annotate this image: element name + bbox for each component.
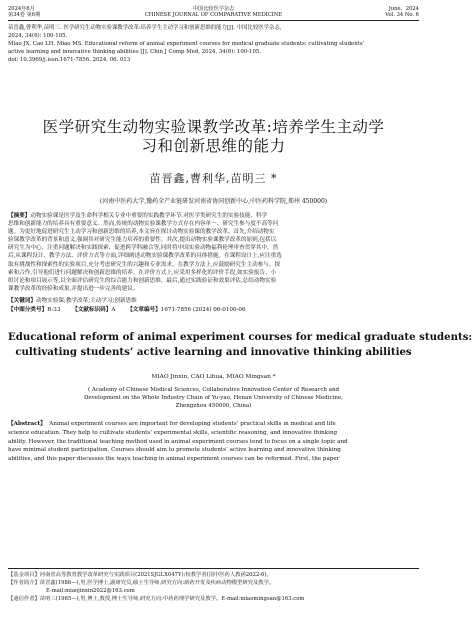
abstract-en-line: science education. They help to cultivate students’ experimental skills, scientific reasoning, and innovative thinking	[8, 429, 338, 436]
article-id-value: 1671-7856 (2024) 06-0100-06	[160, 307, 246, 313]
abstract-cn-line: 思维和创新能力的培养具有重要意义。然而,传统的动物实验课教学方式存在内容单一、研究生参与度不高等问	[8, 221, 279, 228]
classification-line	[8, 306, 246, 314]
citation-en-1: Miao JX, Cao LH, Miao MS. Educational reform of animal experiment courses for medical graduate students: cultivating students’	[8, 41, 365, 47]
title-en-line2: cultivating students’ active learning and innovative thinking abilities	[15, 345, 412, 358]
title-en-line1: Educational reform of animal experiment courses for medical graduate students:	[8, 331, 472, 343]
title-en	[8, 330, 472, 359]
abstract-cn-line: 研究生为中心、注重问题解决和实践探索、促进跨学科融合等,同时将中国实验动物福利伦理审查贯穿其中。然	[8, 245, 279, 252]
title-cn	[8, 118, 419, 156]
footnote-funding: 【基金项目】河南省高等教育教学改革研究与实践项目(2021SJGLX047Y);校教学者(国中医药人教函2022-6)。	[8, 572, 272, 578]
article-id-label: 【文章编号】	[127, 307, 161, 313]
affiliation-cn: (河南中医药大学,豫药全产业链研发河南省协同创新中心,中医药科学院,郑州 450000)	[99, 198, 328, 205]
abstract-cn-line: 取有挑战性和探索性的实验项目,充分考虑研究生的兴趣和专业需求。在教学方法上,应鼓励研究生主动参与、探	[8, 261, 281, 268]
keywords-text: 动物实验课;教学改革;主动学习;创新思维	[35, 298, 137, 304]
doc-code-label: 【文献标识码】	[72, 307, 112, 313]
abstract-cn	[8, 212, 419, 293]
header-volume-en: Vol. 34 No. 6	[385, 12, 419, 18]
citation-block	[8, 24, 419, 64]
abstract-en-line: ability. However, the traditional teaching method used in animal experiment courses tend to focus on a single topic and	[8, 438, 348, 445]
affiliation-en-line: Development on the Whole Industry Chain of Yu-yao, Henan University of Chinese Medicine,	[84, 395, 343, 402]
affiliation-en-line: Zhengzhou 450000, China)	[175, 403, 252, 410]
header-date-en: June，2024	[388, 6, 419, 12]
abstract-cn-line: 索和合作,引导他们进行问题解决和创新思维的培养。在评价方式上,应采用多样化的评价手段,如实验报告、小	[8, 269, 277, 276]
authors-en: MIAO Jinxin, CAO Lihua, MIAO Mingsan *	[151, 374, 276, 380]
abstract-cn-line: 动物实验课是医学及生命科学相关专业中重要的实践教学环节,对医学类研究生的实验技能、科学	[30, 213, 268, 219]
doc-code-value: A	[111, 307, 116, 313]
affiliation-en-line: ( Academy of Chinese Medical Sciences, Collaborative Innovation Center of Research and	[87, 387, 340, 393]
abstract-en	[8, 420, 419, 464]
abstract-en-line: Animal experiment courses are important for developing students’ practical skills in medical and life	[49, 421, 336, 427]
citation-cn: 苗晋鑫,曹利华,苗明三. 医学研究生动物实验课教学改革:培养学生主动学习和创新思维的能力[J]. 中国比较医学杂志,	[8, 25, 282, 31]
doi: doi: 10.3969/j.issn.1671-7856. 2024. 06. 013	[8, 57, 131, 63]
header-date: 2024年6月	[8, 6, 35, 12]
clc-value: R-33	[47, 307, 61, 313]
title-cn-line1: 医学研究生动物实验课教学改革:培养学生主动学	[42, 118, 385, 136]
footnote-rule	[8, 568, 419, 569]
abstract-cn-line: 课教学改革的经验和成果,并提出进一步完善的建议。	[8, 285, 139, 292]
title-cn-line2: 习和创新思维的能力	[141, 137, 286, 155]
footnote-author: 【作者简介】苗晋鑫(1986—),男,医学博士,副研究员,硕士生导师,研究方向:新药开发及疾病动物模型研究及教学。	[8, 580, 275, 587]
affiliation-en	[8, 386, 419, 411]
citation-en-2: active learning and innovative thinking abilities [J]. Chin J Comp Med, 2024, 34(6): 100-105.	[8, 49, 262, 55]
abstract-cn-line: 验课教学改革的背景和意义,强调其对研究生能力培养的重要性。其次,提出动物实验课教学改革的原则,包括以	[8, 237, 277, 244]
journal-name-en: CHINESE JOURNAL OF COMPARATIVE MEDICINE	[144, 12, 283, 18]
abstract-en-label: 【Abstract】	[8, 421, 46, 427]
abstract-en-line: have minimal student participation. Courses should aim to promote students’ active learning and innovative thinking	[8, 447, 341, 454]
clc-label: 【中图分类号】	[8, 307, 48, 313]
footnotes	[8, 571, 419, 603]
abstract-cn-line: 后,从课程设计、教学方法、评价方式等方面,详细阐述动物实验课教学改革的具体措施。在课程设计上,应注重选	[8, 253, 282, 260]
header-left	[8, 6, 40, 18]
keywords-label: 【关键词】	[8, 298, 36, 304]
abstract-cn-line: 组讨论和项目展示等,以全面评估研究生的综合能力和创新思维。最后,通过实践验证和效果评估,总结动物实验	[8, 277, 277, 284]
keywords-cn	[8, 297, 137, 305]
header-right	[385, 6, 419, 18]
footnote-email: E-mail:miaojinxin2022@163.com	[46, 588, 135, 595]
authors-cn: 苗晋鑫,曹利华,苗明三 *	[149, 172, 278, 185]
footnote-corresponding: 【通信作者】苗明三(1965—),男,博士,教授,博士生导师,研究方向:中药药理学研究及教学。E-mail:miaomingsan@163.com	[8, 596, 305, 603]
abstract-en-line: abilities, and this paper discusses the ways teaching in animal experiment courses can be reformed. First, the paper	[8, 456, 340, 463]
abstract-cn-label: 【摘要】	[8, 213, 31, 219]
header-volume: 第34卷 第6期	[8, 12, 41, 18]
journal-name-cn: 中国比较医学杂志	[192, 6, 235, 12]
abstract-cn-line: 题。为更好地促进研究生主动学习和创新思维的培养,本文旨在探讨动物实验课的教学改革。首先,介绍动物实	[8, 229, 275, 236]
citation-cn-2: 2024, 34(6): 100-105.	[8, 33, 68, 39]
header-center	[100, 6, 327, 18]
header-rule	[8, 20, 419, 21]
